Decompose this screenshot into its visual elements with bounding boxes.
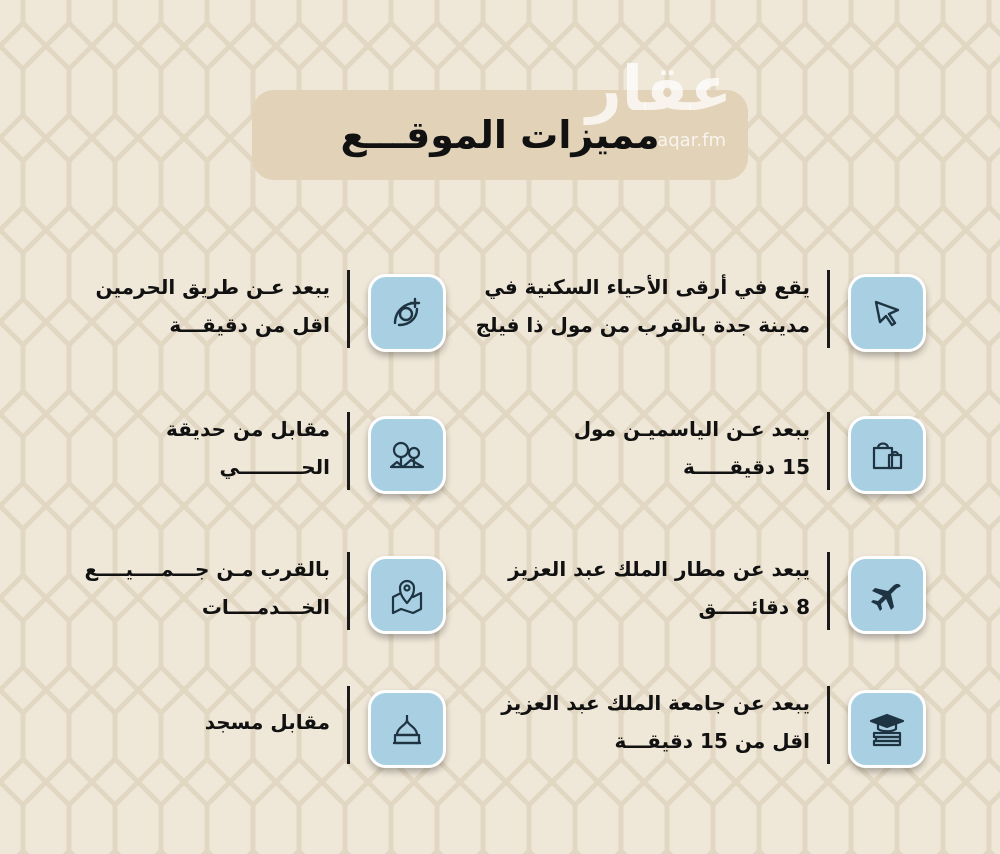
feature-line-2: مدينة جدة بالقرب من مول ذا فيلج bbox=[475, 313, 810, 337]
feature-divider bbox=[347, 552, 350, 630]
mosque-icon bbox=[368, 690, 446, 768]
feature-line-1: مقابل من حديقة bbox=[166, 417, 330, 441]
park-trees-icon bbox=[368, 416, 446, 494]
feature-divider bbox=[347, 412, 350, 490]
watermark-domain: aqar.fm bbox=[657, 130, 726, 151]
feature-line-1: يبعد عـن طريق الحرمين bbox=[95, 275, 330, 299]
feature-divider bbox=[347, 270, 350, 348]
feature-line-2: 8 دقائـــــق bbox=[698, 595, 810, 619]
feature-line-1: يبعد عن جامعة الملك عبد العزيز bbox=[501, 691, 810, 715]
airplane-icon bbox=[848, 556, 926, 634]
feature-divider bbox=[827, 412, 830, 490]
feature-line-2: الخـــدمــــات bbox=[201, 595, 330, 619]
feature-line-1: بالقرب مـن جـــمــــيــــع bbox=[84, 557, 330, 581]
page-title: مميزات الموقـــع bbox=[340, 113, 660, 157]
feature-yasmeen-mall bbox=[486, 408, 926, 504]
feature-university bbox=[486, 682, 926, 778]
feature-divider bbox=[827, 552, 830, 630]
feature-mosque bbox=[6, 682, 446, 778]
feature-line-1: مقابل مسجد bbox=[204, 710, 330, 734]
feature-divider bbox=[827, 270, 830, 348]
feature-line-2: الحـــــــــي bbox=[219, 455, 330, 479]
feature-airport bbox=[486, 548, 926, 644]
feature-line-2: اقل من 15 دقيقـــة bbox=[614, 729, 810, 753]
feature-divider bbox=[347, 686, 350, 764]
road-route-icon bbox=[368, 274, 446, 352]
cursor-arrow-icon bbox=[848, 274, 926, 352]
feature-line-1: يبعد عـن الياسميـن مول bbox=[573, 417, 810, 441]
feature-park bbox=[6, 408, 446, 504]
feature-services bbox=[6, 548, 446, 644]
graduation-books-icon bbox=[848, 690, 926, 768]
map-pin-icon bbox=[368, 556, 446, 634]
feature-location bbox=[475, 266, 926, 362]
feature-haramain-road bbox=[6, 266, 446, 362]
feature-line-2: اقل من دقيقـــة bbox=[169, 313, 330, 337]
watermark bbox=[562, 52, 732, 162]
feature-line-1: يبعد عن مطار الملك عبد العزيز bbox=[508, 557, 810, 581]
watermark-brand: عقار bbox=[586, 52, 732, 125]
feature-line-2: 15 دقيقـــــة bbox=[682, 455, 810, 479]
feature-line-1: يقع في أرقى الأحياء السكنية في bbox=[484, 275, 810, 299]
feature-divider bbox=[827, 686, 830, 764]
shopping-bags-icon bbox=[848, 416, 926, 494]
